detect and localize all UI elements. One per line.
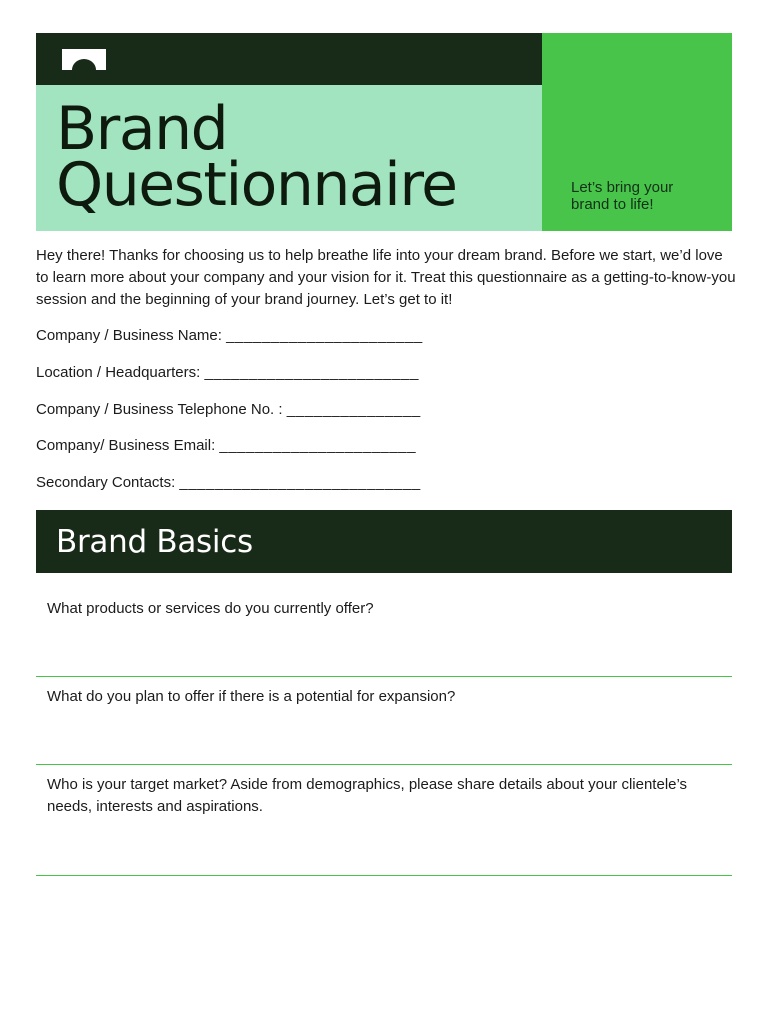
section-header: [36, 510, 732, 573]
title-panel: [36, 85, 542, 231]
title-line-2: Questionnaire: [56, 150, 457, 220]
section-title: Brand Basics: [56, 524, 253, 560]
arch-logo-icon: [62, 49, 106, 70]
question-text: Who is your target market? Aside from demographics, please share details about your clientele’s needs, interests and aspirations.: [47, 776, 688, 815]
field-label: Company / Business Telephone No. :: [36, 401, 283, 418]
field-blank[interactable]: ___________________________: [179, 474, 421, 491]
header-banner: [36, 33, 732, 231]
field-location[interactable]: [36, 363, 419, 383]
field-label: Company/ Business Email:: [36, 437, 216, 454]
field-company-name[interactable]: [36, 326, 423, 346]
title-line-1: Brand: [56, 94, 228, 164]
field-blank[interactable]: ______________________: [226, 327, 423, 344]
field-secondary-contacts[interactable]: [36, 473, 421, 493]
field-blank[interactable]: _______________: [286, 401, 421, 418]
field-blank[interactable]: ______________________: [219, 437, 417, 454]
question-block[interactable]: [36, 598, 732, 677]
tagline: Let’s bring your brand to life!: [571, 179, 674, 213]
field-label: Secondary Contacts:: [36, 474, 176, 491]
field-label: Company / Business Name:: [36, 327, 222, 344]
field-blank[interactable]: ________________________: [204, 364, 420, 381]
intro-paragraph: Hey there! Thanks for choosing us to help breathe life into your dream brand. Before we start, we’d love to learn more about your company and your vision for it. Treat this questionnaire as a getting-to-know-you session and the beginning of your brand journey. Let’s get to it!: [36, 247, 736, 308]
question-block[interactable]: [36, 774, 732, 876]
field-label: Location / Headquarters:: [36, 364, 201, 381]
question-text: What products or services do you currently offer?: [47, 600, 374, 617]
page-title: [56, 94, 457, 220]
header-dark-strip: [36, 33, 542, 85]
question-block[interactable]: [36, 686, 732, 765]
question-text: What do you plan to offer if there is a potential for expansion?: [47, 688, 456, 705]
field-telephone[interactable]: [36, 400, 421, 420]
tagline-panel: [542, 33, 732, 231]
field-email[interactable]: [36, 436, 416, 456]
